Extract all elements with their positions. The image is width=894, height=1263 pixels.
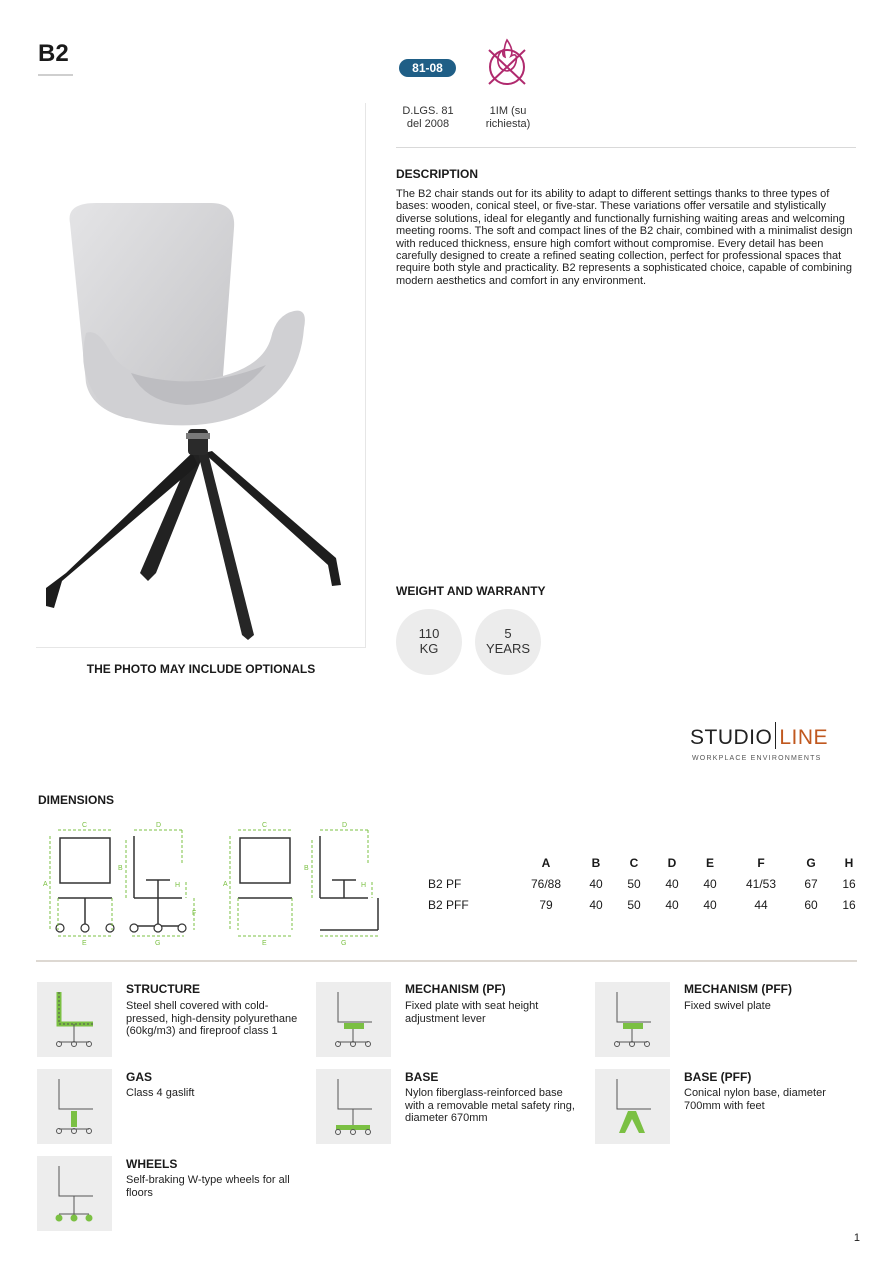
feature-text-gas: Class 4 gaslift <box>126 1087 195 1099</box>
dim-label-d: D <box>156 822 162 829</box>
wheels-icon <box>37 1156 112 1231</box>
table-row: B2 PFF 79 40 50 40 40 44 60 16 <box>428 897 856 912</box>
col-header-b: B <box>591 855 601 870</box>
description-title: DESCRIPTION <box>396 167 479 181</box>
col-header-a: A <box>541 855 551 870</box>
col-header-f: F <box>757 855 765 870</box>
dim-label-d-pff: D <box>342 822 348 829</box>
base-pff-icon <box>595 1069 670 1144</box>
feature-text-structure: Steel shell covered with cold-pressed, high-density polyurethane (60kg/m3) and fireproof class 1 <box>126 1000 298 1037</box>
dim-label-c-pff: C <box>262 822 268 829</box>
feature-title-mechanism-pf: MECHANISM (PF) <box>405 982 506 996</box>
dim-label-g-pff: G <box>341 940 347 947</box>
dim-label-c: C <box>82 822 88 829</box>
dim-label-a-pff: A <box>223 881 228 888</box>
table-corner <box>420 852 508 873</box>
dim-label-g: G <box>155 940 161 947</box>
base-icon <box>316 1069 391 1144</box>
warranty-circle <box>475 609 541 675</box>
feature-title-mechanism-pff: MECHANISM (PFF) <box>684 982 792 996</box>
dim-label-h-pff: H <box>361 882 367 889</box>
feature-text-mechanism-pf: Fixed plate with seat height adjustment lever <box>405 1000 539 1025</box>
brand-logo: STUDIO LINE <box>690 722 828 750</box>
warranty-unit: YEARS <box>485 641 531 656</box>
certification-label: D.LGS. 81 del 2008 <box>402 105 454 130</box>
dim-label-b-pff: B <box>304 865 309 872</box>
mechanism-pf-icon <box>316 982 391 1057</box>
weight-warranty-title: WEIGHT AND WARRANTY <box>396 584 546 598</box>
page-number: 1 <box>853 1232 860 1244</box>
col-header-e: E <box>705 855 714 870</box>
divider <box>396 147 856 148</box>
structure-icon <box>37 982 112 1057</box>
feature-title-gas: GAS <box>126 1070 153 1084</box>
section-divider <box>36 960 857 962</box>
col-header-h: H <box>844 855 854 870</box>
weight-unit: KG <box>419 641 439 656</box>
feature-text-base-pff: Conical nylon base, diameter 700mm with feet <box>684 1087 826 1112</box>
dim-label-f: F <box>192 910 197 917</box>
dim-label-h: H <box>175 882 181 889</box>
weight-circle <box>396 609 462 675</box>
dim-label-b: B <box>118 865 123 872</box>
product-photo <box>36 103 366 648</box>
col-header-c: C <box>629 855 639 870</box>
feature-title-structure: STRUCTURE <box>126 982 200 996</box>
description-text: The B2 chair stands out for its ability to adapt to different settings thanks to three types of bases: wooden, conical steel, or five-star. These variations offer versatile and stylistically diverse solutions, ideal for elegantly and functionally furnishing waiting areas and welcoming meeting rooms. The soft and compact lines of the B2 chair, combined with a minimalist design with reduced thickness, ensure high comfort without compromise. Every detail has been carefully designed to create a refined seating collection, perfect for professional spaces that require both style and practicality. B2 represents a sophisticated choice, capable of combining modern aesthetics and comfort in any environment. <box>396 188 853 287</box>
dim-label-a: A <box>43 881 48 888</box>
certification-badge: 81-08 <box>399 59 456 77</box>
dimension-drawings <box>38 818 388 948</box>
fire-retardant-icon <box>484 38 530 88</box>
feature-text-wheels: Self-braking W-type wheels for all floors <box>126 1174 290 1199</box>
brand-tagline: WORKPLACE ENVIRONMENTS <box>692 755 822 762</box>
chair-photo-icon <box>36 103 366 648</box>
warranty-value: 5 <box>504 626 512 641</box>
feature-text-mechanism-pff: Fixed swivel plate <box>684 1000 771 1012</box>
feature-title-base-pff: BASE (PFF) <box>684 1070 752 1084</box>
dim-label-e: E <box>82 940 87 947</box>
table-header-row <box>420 852 862 873</box>
page-title: B2 <box>38 40 69 67</box>
dimensions-table <box>420 852 862 915</box>
dim-label-e-pff: E <box>262 940 267 947</box>
feature-title-wheels: WHEELS <box>126 1157 178 1171</box>
fire-class-label: 1IM (su richiesta) <box>485 105 531 130</box>
table-row: B2 PF 76/88 40 50 40 40 41/53 67 16 <box>428 876 856 891</box>
gas-lift-icon <box>37 1069 112 1144</box>
feature-text-base: Nylon fiberglass-reinforced base with a removable metal safety ring, diameter 670mm <box>405 1087 575 1124</box>
feature-title-base: BASE <box>405 1070 439 1084</box>
col-header-d: D <box>667 855 677 870</box>
col-header-g: G <box>806 855 816 870</box>
photo-caption: THE PHOTO MAY INCLUDE OPTIONALS <box>86 662 316 676</box>
dimensions-title: DIMENSIONS <box>38 793 115 807</box>
weight-value: 110 <box>418 626 440 641</box>
mechanism-pff-icon <box>595 982 670 1057</box>
title-underline <box>38 74 73 76</box>
